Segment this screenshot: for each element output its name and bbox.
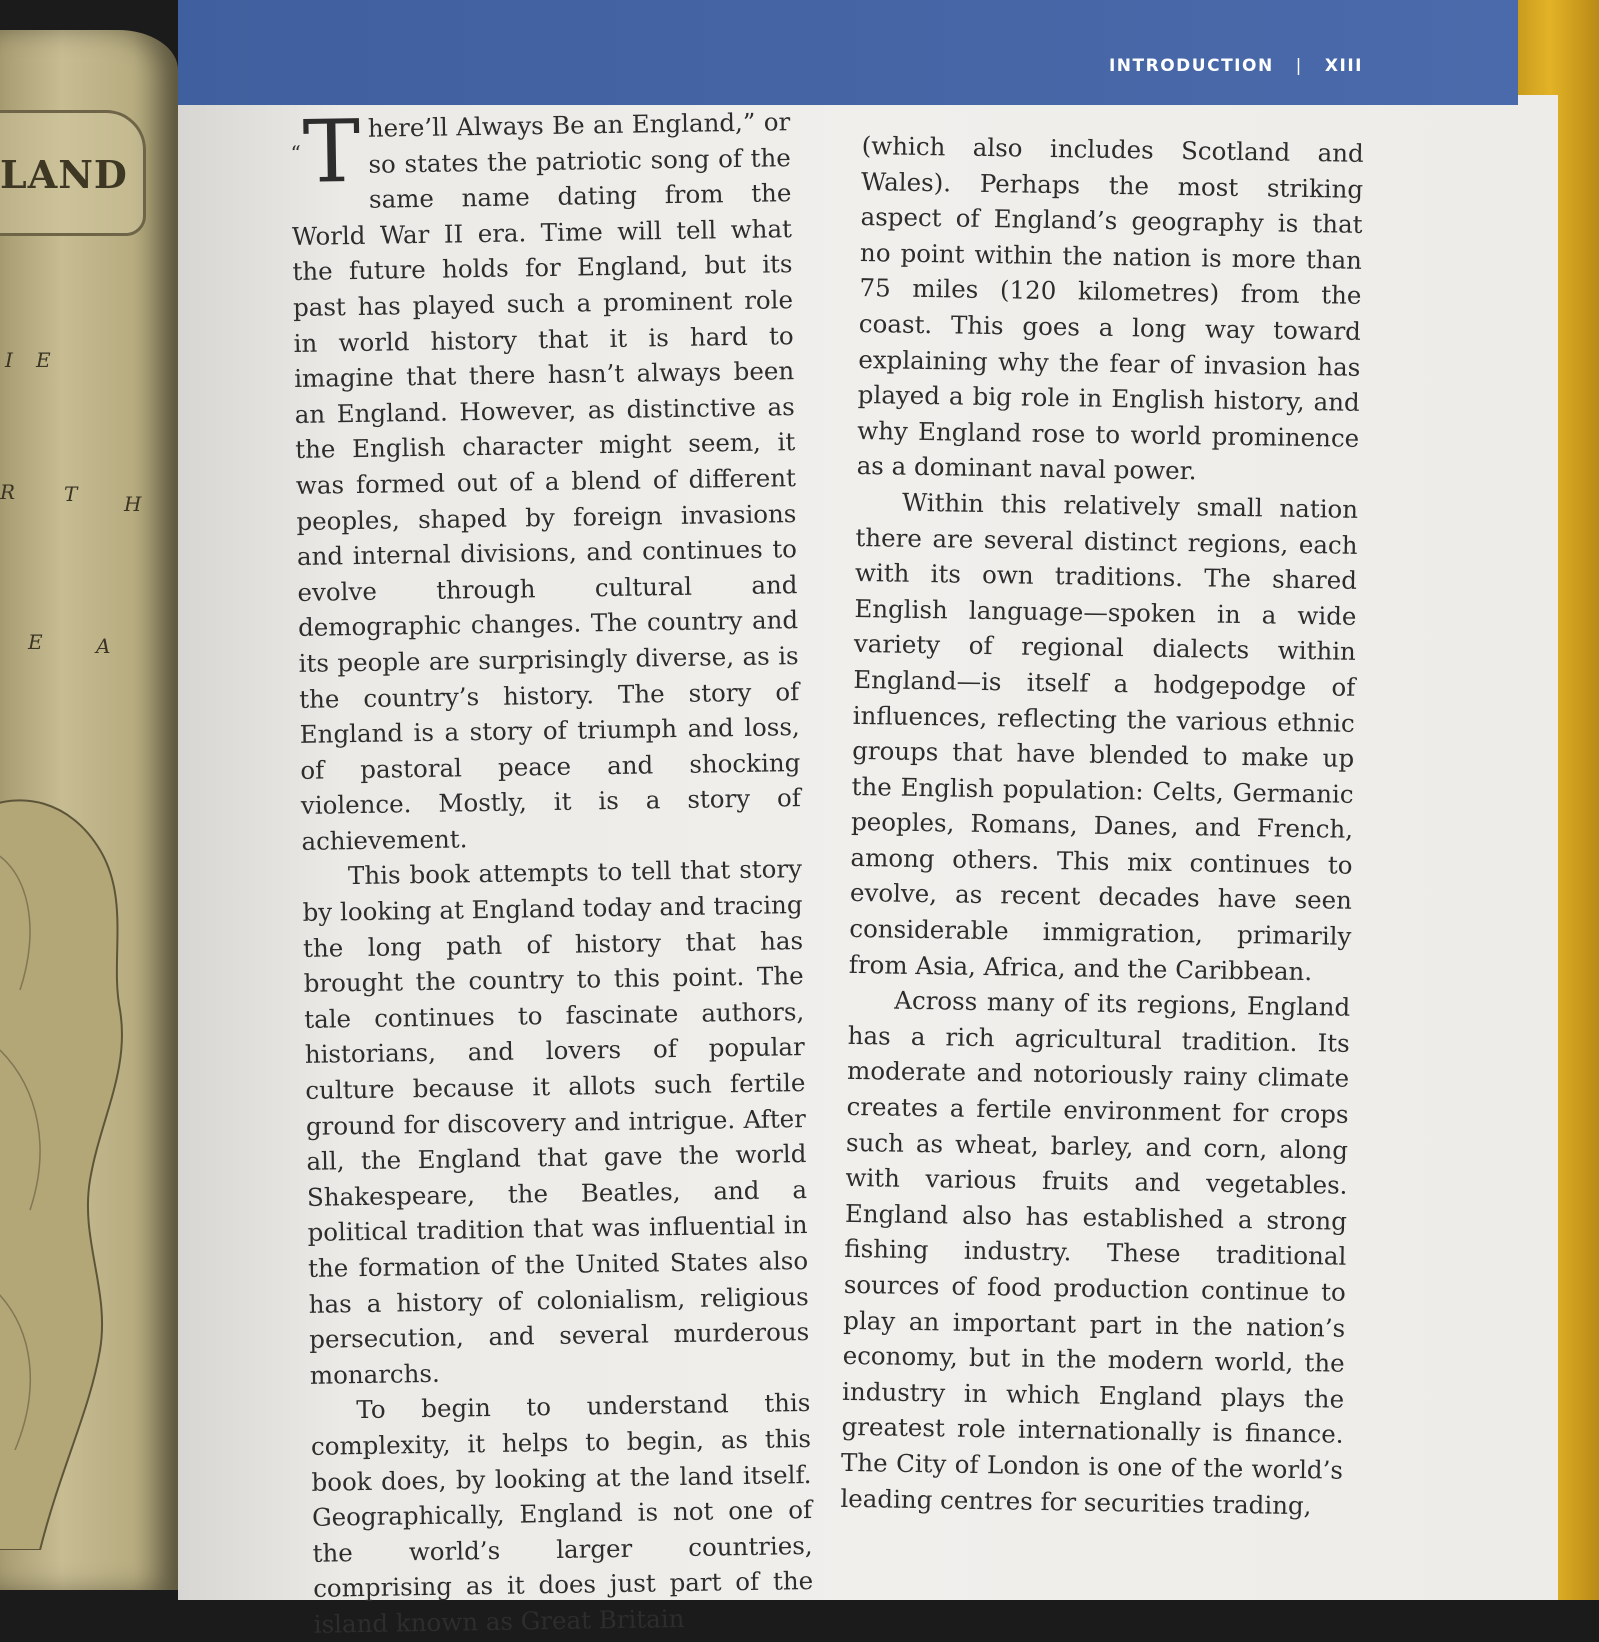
page-header [178, 0, 1518, 105]
drop-cap [290, 101, 362, 203]
text-column-right [840, 128, 1364, 1524]
paragraph-text: here’ll Always Be an England,” or so states the patriotic song of the same name dating from the World War II era. Time will tell what the future holds for England, but its past has played such a prominent role in world history that it is hard to imagine that there hasn’t always been an England. However, as distinctive as the English character might seem, it was formed out of a blend of different peoples, shaped by foreign invasions and internal divisions, and continues to evolve through cultural and demographic changes. The country and its people are surprisingly diverse, as is the country’s history. The story of England is a story of triumph and loss, of pastoral peace and shocking violence. Mostly, it is a story of achievement. [291, 107, 802, 856]
map-letter: E [36, 348, 51, 372]
map-letter: T [64, 482, 78, 506]
map-letter: E [28, 630, 43, 654]
text-column-left [290, 101, 814, 1642]
map-coastline [0, 790, 155, 1550]
map-letter: H [124, 492, 142, 516]
running-head [1109, 56, 1363, 76]
map-letter: A [96, 634, 111, 658]
paragraph: Within this relatively small nation there are several distinct regions, each with its own traditions. The shared English language—spoken in a wide variety of regional dialects within England—is itself a hodgepodge of influences, reflecting the various ethnic groups that have blended to make up the English population: Celts, Germanic peoples, Romans, Danes, and French, among others. This mix continues to evolve, as recent decades have seen considerable immigration, primarily from Asia, Africa, and the Caribbean. [848, 487, 1359, 986]
header-separator: | [1295, 56, 1303, 76]
paragraph: This book attempts to tell that story by looking at England today and tracing the long path of history that has brought the country to this point. The tale continues to fascinate authors, historians, and lovers of popular culture because it allots such fertile ground for discovery and intrigue. After all, the England that gave the world Shakespeare, the Beatles, and a political tradition that was influential in the formation of the United States also has a history of colonialism, religious persecution, and several murderous monarchs. [302, 854, 810, 1390]
drop-cap-letter: T [302, 101, 362, 203]
paragraph: Across many of its regions, England has a rich agricultural tradition. Its moderate and notoriously rainy climate creates a fertile environment for crops such as wheat, barley, and corn, along with various fruits and vegetables. England also has established a strong fishing industry. These traditional sources of food production continue to play an important part in the nation’s economy, but in the modern world, the industry in which England plays the greatest role internationally is finance. The City of London is one of the world’s leading centres for securities trading, [840, 985, 1351, 1520]
map-letter: I [5, 348, 13, 372]
opening-quote: “ [290, 140, 302, 165]
map-illustration [0, 30, 178, 1590]
page-number: XIII [1324, 56, 1363, 76]
map-letter: R [0, 480, 16, 504]
paragraph: (which also includes Scotland and Wales). Perhaps the most striking aspect of England’s geography is that no point within the nation is more than 75 miles (120 kilometres) from the coast. This goes a long way toward explaining why the fear of invasion has played a big role in English history, and why England rose to world prominence as a dominant naval power. [856, 130, 1364, 486]
map-title: LAND [0, 152, 128, 197]
paragraph [290, 101, 802, 859]
section-title: INTRODUCTION [1108, 56, 1274, 76]
paragraph: To begin to understand this complexity, it helps to begin, as this book does, by looking at the land itself. Geographically, England is not one of the world’s larger countries, comprising as it does just part of the island known as Great Britain [310, 1388, 814, 1639]
